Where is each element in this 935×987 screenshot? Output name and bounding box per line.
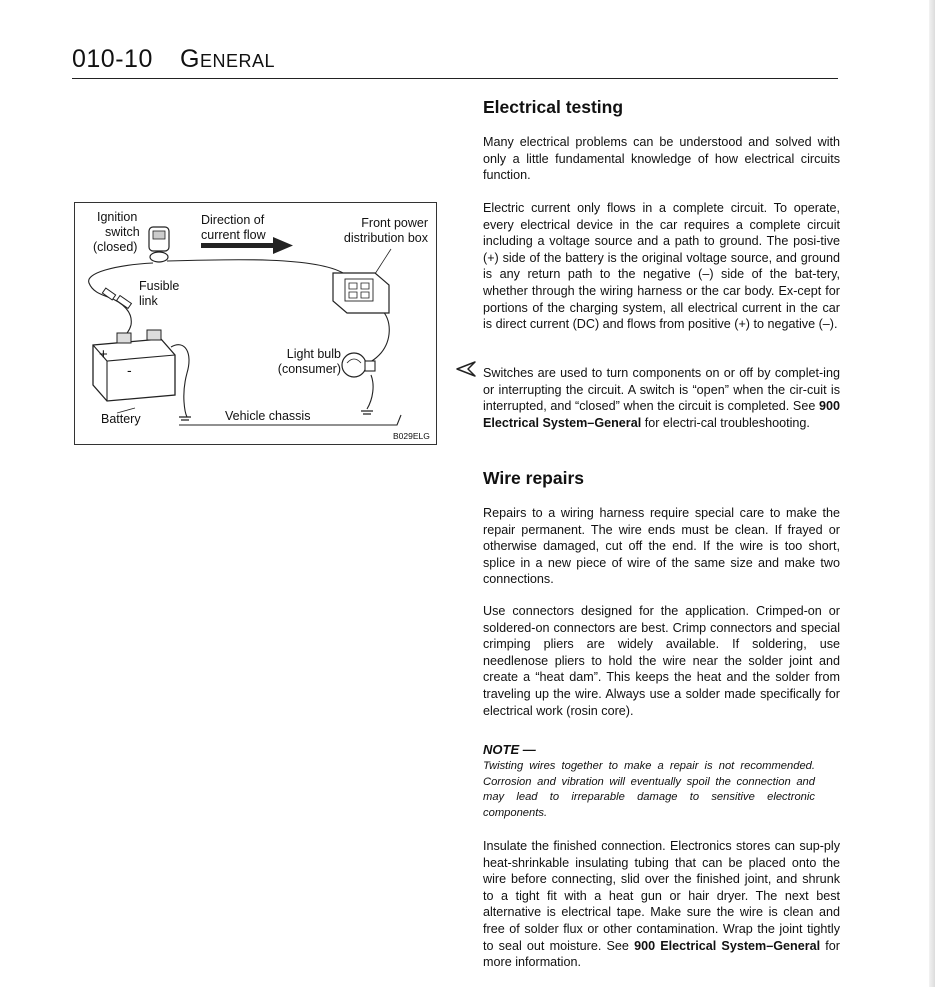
label-light-bulb-2: (consumer)	[277, 362, 341, 376]
wire-box-to-bulb	[369, 309, 389, 363]
label-minus: -	[127, 362, 132, 378]
paragraph-complete-circuit: Electric current only flows in a complete circuit. To operate, every electrical device in the car requires a complete circuit including a voltage source and a path to ground. The posi-tive (+) side of the battery is the original voltage source, and ground is any return path to the negative (–) side of the bat-tery, whether through the wiring harness or the car body. Ex-cept for portions of the charging system, all electrical current in the car is direct current (DC) and flows from positive (+) to negative (–).	[483, 201, 840, 332]
battery-icon	[93, 330, 175, 401]
wire-switch-to-box	[167, 260, 353, 299]
pointer-arrow-icon	[455, 360, 477, 378]
note-text: Twisting wires together to make a repair is not recommended. Corrosion and vibration will eventually spoil the connection and may lead to irreparable damage to sensitive electronic components.	[483, 760, 815, 819]
fusible-link	[102, 288, 131, 308]
paragraph-electrical-intro: Many electrical problems can be understood and solved with only a little fundamental knowledge of how electrical circuits function.	[483, 135, 840, 183]
xref-electrical-system-2[interactable]: 900 Electrical System–General	[634, 938, 821, 953]
paragraph-insulate	[483, 838, 840, 971]
insulate-text-a: Insulate the finished connection. Electronics stores can sup-ply heat-shrinkable insulating tubing that can be placed onto the wire before connecting, slid over the finished joint, and shrunk to a tight fit with a heat gun or hair dryer. The next best alternative is electrical tape. Make sure the wire is clean and free of solder flux or other contamination. Wrap the joint tightly to seal out moisture. See	[483, 839, 840, 953]
label-ignition-2: switch	[105, 225, 140, 239]
page-header	[72, 44, 838, 79]
light-bulb-icon	[342, 353, 375, 377]
label-front-power-1: Front power	[361, 216, 428, 230]
distribution-box-icon	[333, 273, 389, 313]
heading-electrical-testing: Electrical testing	[483, 97, 624, 117]
label-fusible-2: link	[139, 294, 158, 308]
label-fusible-1: Fusible	[139, 279, 180, 293]
paragraph-switches	[483, 365, 840, 431]
ignition-switch-icon	[149, 227, 169, 262]
page-edge	[929, 0, 935, 987]
wire-bulb-ground	[367, 375, 373, 409]
paragraph-connectors: Use connectors designed for the application. Crimped-on or soldered-on connectors are best. Crimp connectors and special crimping pliers are widely available. If soldering, use needlenose pliers to hold the wire near the solder joint and create a “heat dam”. This keeps the heat and the solder from traveling up the wire. Always use a solder made specifically for electrical work (rosin core).	[483, 604, 840, 718]
label-direction-2: current flow	[201, 228, 266, 242]
heading-wire-repairs: Wire repairs	[483, 468, 585, 488]
circuit-diagram-svg	[75, 203, 436, 444]
label-ignition-3: (closed)	[93, 240, 138, 254]
label-front-power-2: distribution box	[343, 231, 428, 245]
paragraph-wire-repairs-intro: Repairs to a wiring harness require special care to make the repair permanent. The wire ends must be clean. If frayed or otherwise damaged, cut off the end. If the wire is too short, splice in a new piece of wire of the same size and make two connections.	[483, 506, 840, 587]
label-light-bulb-1: Light bulb	[286, 347, 341, 361]
circuit-diagram	[74, 202, 437, 445]
label-chassis: Vehicle chassis	[225, 409, 311, 423]
label-ignition-1: Ignition	[97, 210, 138, 224]
label-battery: Battery	[101, 412, 141, 426]
xref-electrical-system-1[interactable]: 900 Electrical System–General	[483, 399, 840, 430]
note-label: NOTE —	[483, 742, 536, 757]
switches-text-a: Switches are used to turn components on or off by complet-ing or interrupting the circuit. A switch is “open” when the cir-cuit is interrupted, and “closed” when the circuit is completed. See	[483, 366, 840, 414]
switches-text-b: for electri-cal troubleshooting.	[641, 415, 810, 430]
page-number: 010-10	[72, 45, 153, 73]
insulate-text-b: for more information.	[483, 938, 840, 970]
label-direction-1: Direction of	[201, 213, 265, 227]
figure-code: B029ELG	[393, 431, 430, 441]
section-title: General	[180, 45, 275, 73]
label-plus: +	[99, 346, 108, 363]
box-leader	[373, 249, 391, 277]
